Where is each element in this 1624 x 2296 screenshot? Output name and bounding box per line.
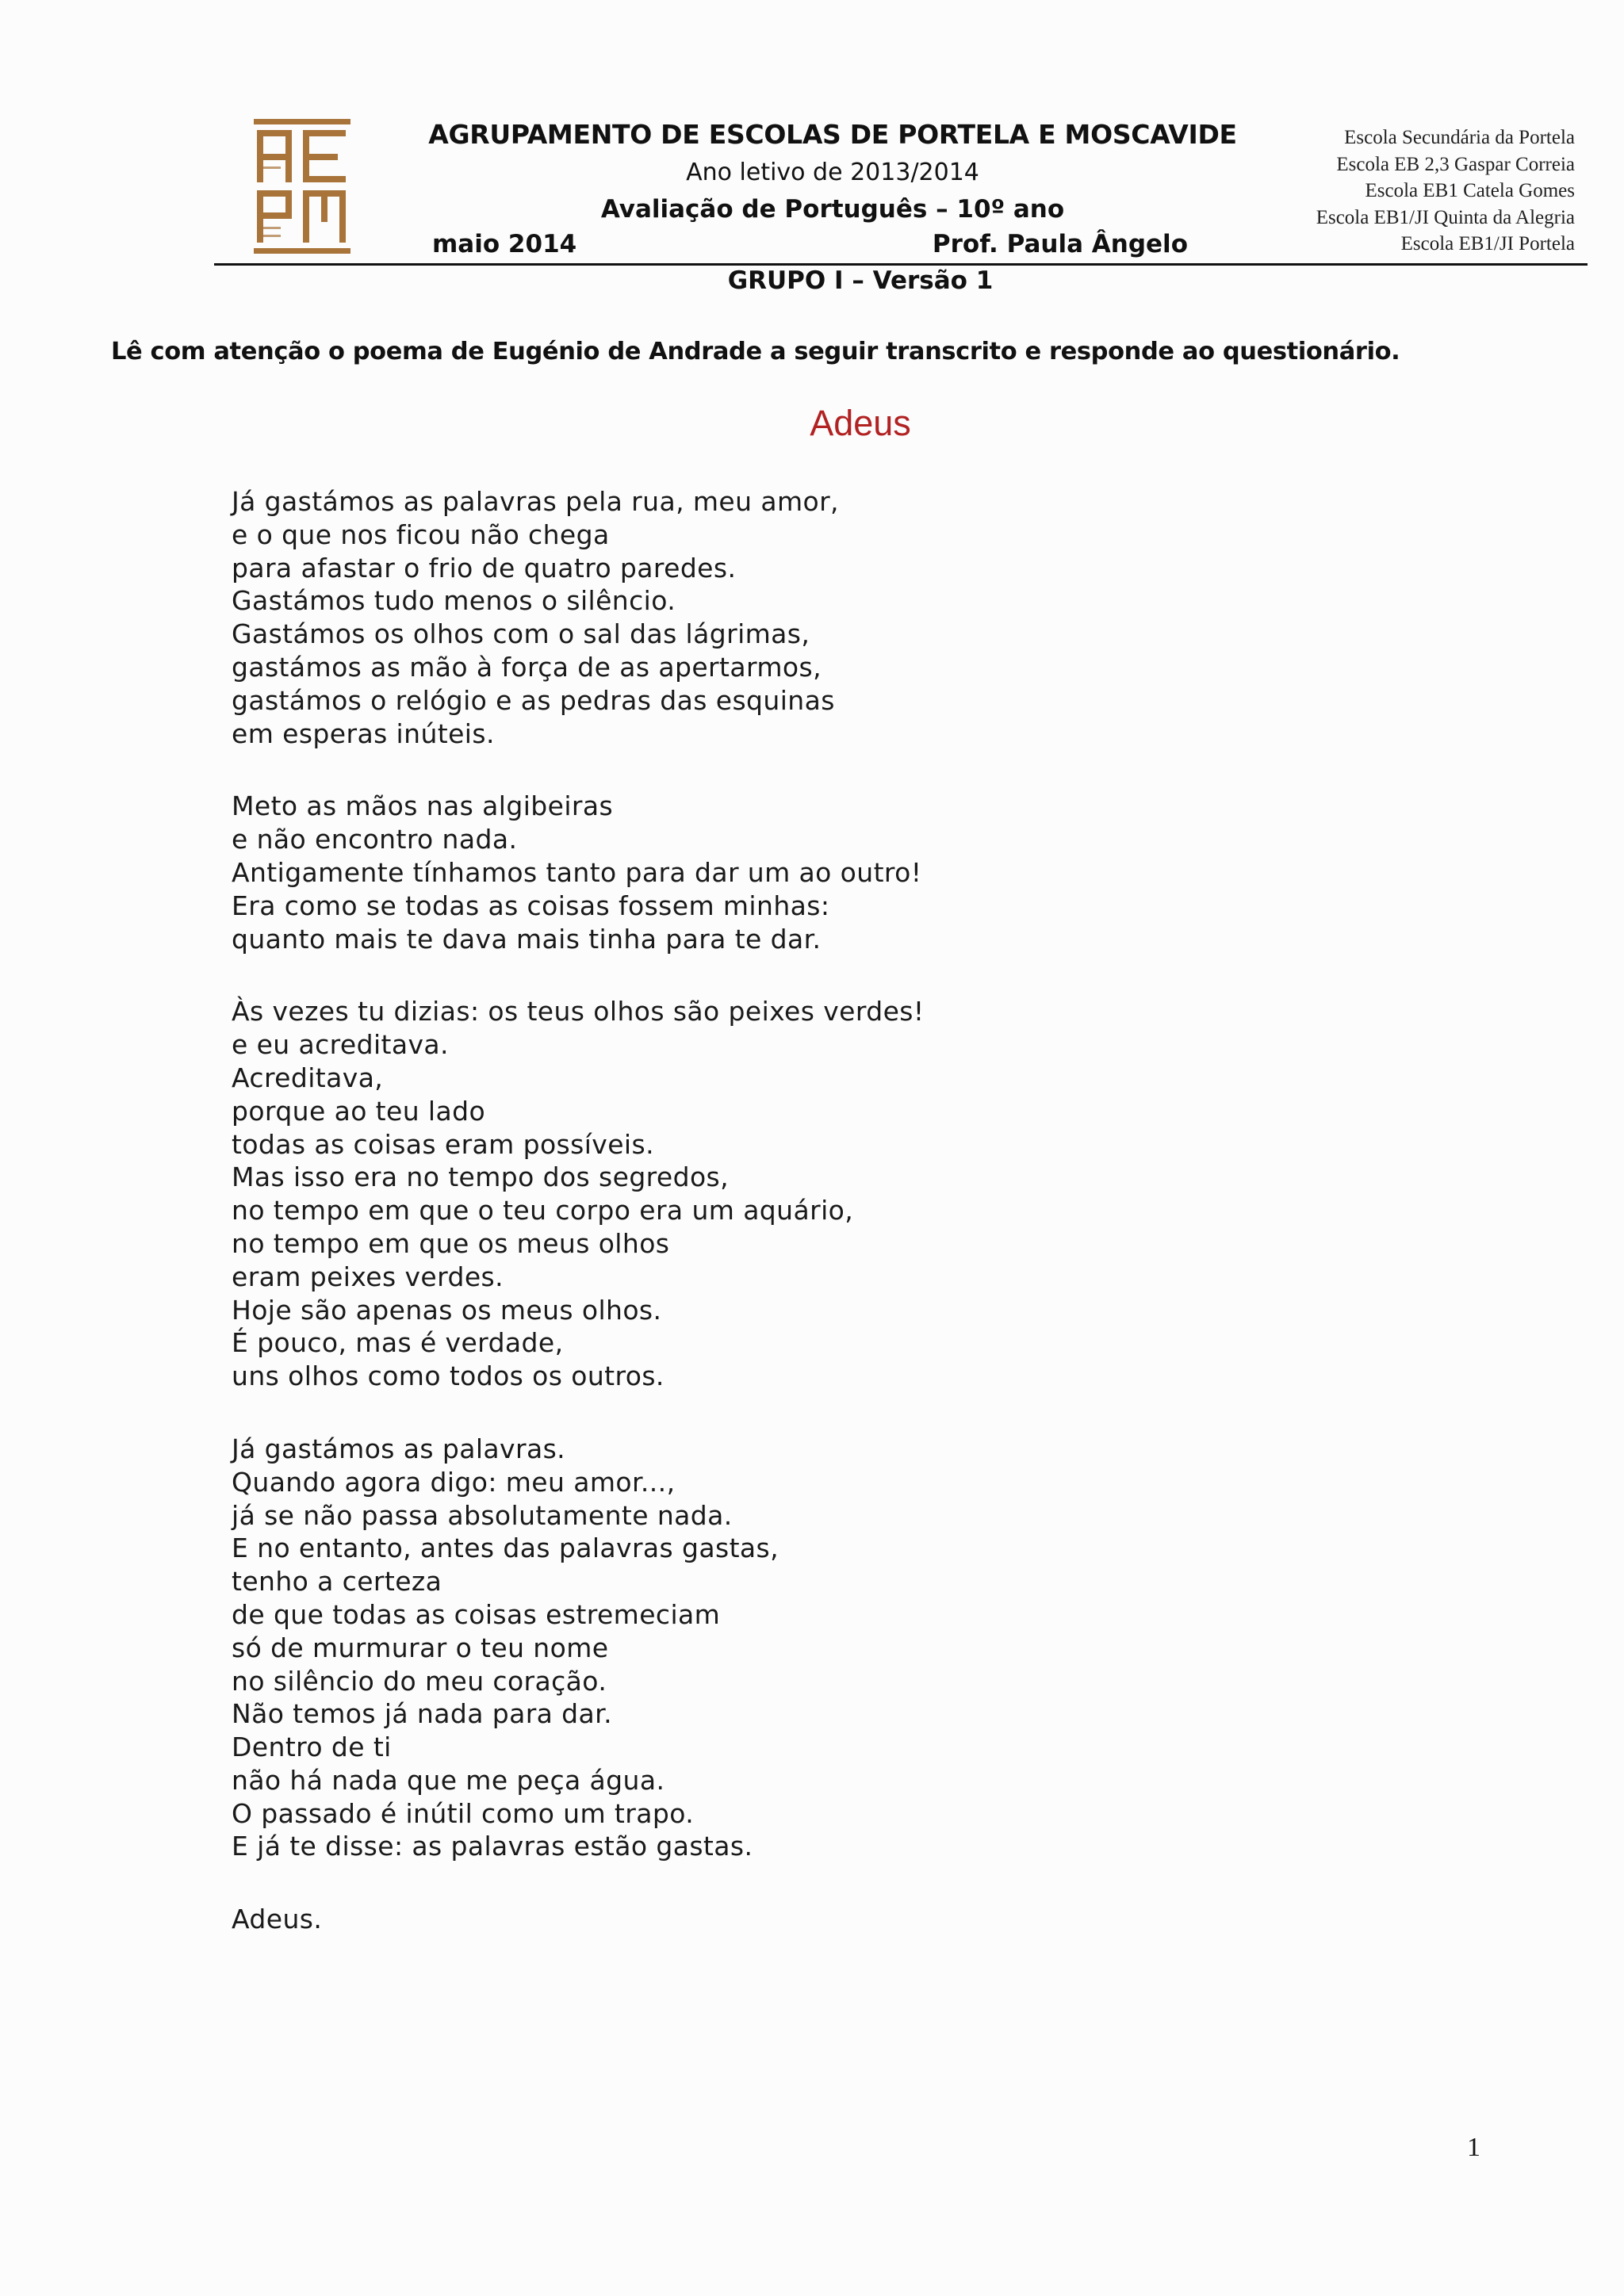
poem-line: e eu acreditava. (232, 1029, 449, 1061)
poem-line: no tempo em que o teu corpo era um aquário, (232, 1195, 854, 1226)
poem-line: porque ao teu lado (232, 1095, 486, 1127)
poem-line: para afastar o frio de quatro paredes. (232, 552, 737, 584)
stanza-gap (232, 1393, 1262, 1433)
stanza-gap (232, 1863, 1262, 1903)
poem-line: Era como se todas as coisas fossem minhas: (232, 890, 830, 921)
poem-line: Gastámos tudo menos o silêncio. (232, 585, 676, 617)
poem-line: Adeus. (232, 1904, 323, 1935)
stanza-gap (232, 750, 1262, 790)
teacher-name: Prof. Paula Ângelo (932, 230, 1188, 258)
page-number: 1 (1467, 2133, 1480, 2162)
poem-line: Às vezes tu dizias: os teus olhos são peixes verdes! (232, 996, 925, 1027)
poem-line: O passado é inútil como um trapo. (232, 1797, 695, 1829)
poem-line: Gastámos os olhos com o sal das lágrimas, (232, 618, 810, 650)
poem-line: em esperas inúteis. (232, 718, 495, 749)
poem-line: e não encontro nada. (232, 824, 518, 855)
institution-title: AGRUPAMENTO DE ESCOLAS DE PORTELA E MOSCAVIDE (428, 119, 1237, 150)
poem-line: e o que nos ficou não chega (232, 519, 610, 550)
poem-line: Dentro de ti (232, 1732, 392, 1763)
stanza-gap (232, 955, 1262, 995)
poem-line: Mas isso era no tempo dos segredos, (232, 1161, 730, 1193)
header-divider (214, 263, 1588, 266)
poem-stanza (232, 995, 1262, 1393)
poem-body (232, 485, 1262, 1936)
poem-stanza (232, 1433, 1262, 1863)
poem-stanza (232, 485, 1262, 750)
poem-line: gastámos as mão à força de as apertarmos, (232, 651, 822, 683)
group-heading: GRUPO I – Versão 1 (727, 266, 994, 295)
school-list (1237, 124, 1575, 258)
instruction-text: Lê com atenção o poema de Eugénio de Andrade a seguir transcrito e responde ao questionário. (111, 338, 1400, 365)
exam-date: maio 2014 (432, 230, 577, 258)
poem-line: gastámos o relógio e as pedras das esquinas (232, 684, 835, 716)
poem-line: de que todas as coisas estremeciam (232, 1598, 721, 1630)
poem-title: Adeus (810, 403, 911, 443)
poem-line: Não temos já nada para dar. (232, 1698, 612, 1730)
school-item: Escola EB1/JI Quinta da Alegria (1316, 206, 1575, 228)
school-item: Escola Secundária da Portela (1344, 127, 1575, 148)
school-item: Escola EB1/JI Portela (1400, 233, 1575, 254)
poem-line: Hoje são apenas os meus olhos. (232, 1294, 662, 1326)
poem-line: Já gastámos as palavras pela rua, meu amor, (232, 486, 839, 517)
school-item: Escola EB 2,3 Gaspar Correia (1336, 153, 1575, 175)
poem-line: uns olhos como todos os outros. (232, 1360, 665, 1392)
poem-line: Acreditava, (232, 1062, 384, 1093)
school-year: Ano letivo de 2013/2014 (686, 159, 979, 186)
poem-line: no silêncio do meu coração. (232, 1665, 607, 1697)
poem-line: E no entanto, antes das palavras gastas, (232, 1533, 779, 1564)
school-item: Escola EB1 Catela Gomes (1365, 180, 1575, 201)
poem-line: E já te disse: as palavras estão gastas. (232, 1831, 753, 1862)
poem-line: só de murmurar o teu nome (232, 1632, 609, 1663)
poem-line: todas as coisas eram possíveis. (232, 1128, 654, 1160)
poem-stanza (232, 1903, 1262, 1936)
poem-line: quanto mais te dava mais tinha para te dar. (232, 923, 822, 955)
poem-line: no tempo em que os meus olhos (232, 1227, 670, 1259)
exam-title: Avaliação de Português – 10º ano (600, 195, 1065, 224)
poem-line: É pouco, mas é verdade, (232, 1327, 564, 1359)
poem-line: tenho a certeza (232, 1566, 442, 1598)
poem-line: Quando agora digo: meu amor..., (232, 1466, 676, 1498)
poem-line: já se não passa absolutamente nada. (232, 1499, 733, 1531)
poem-line: não há nada que me peça água. (232, 1764, 665, 1796)
poem-line: Antigamente tínhamos tanto para dar um ao outro! (232, 856, 922, 888)
poem-stanza (232, 790, 1262, 955)
poem-line: Meto as mãos nas algibeiras (232, 790, 614, 822)
poem-line: Já gastámos as palavras. (232, 1433, 566, 1464)
poem-line: eram peixes verdes. (232, 1261, 504, 1292)
